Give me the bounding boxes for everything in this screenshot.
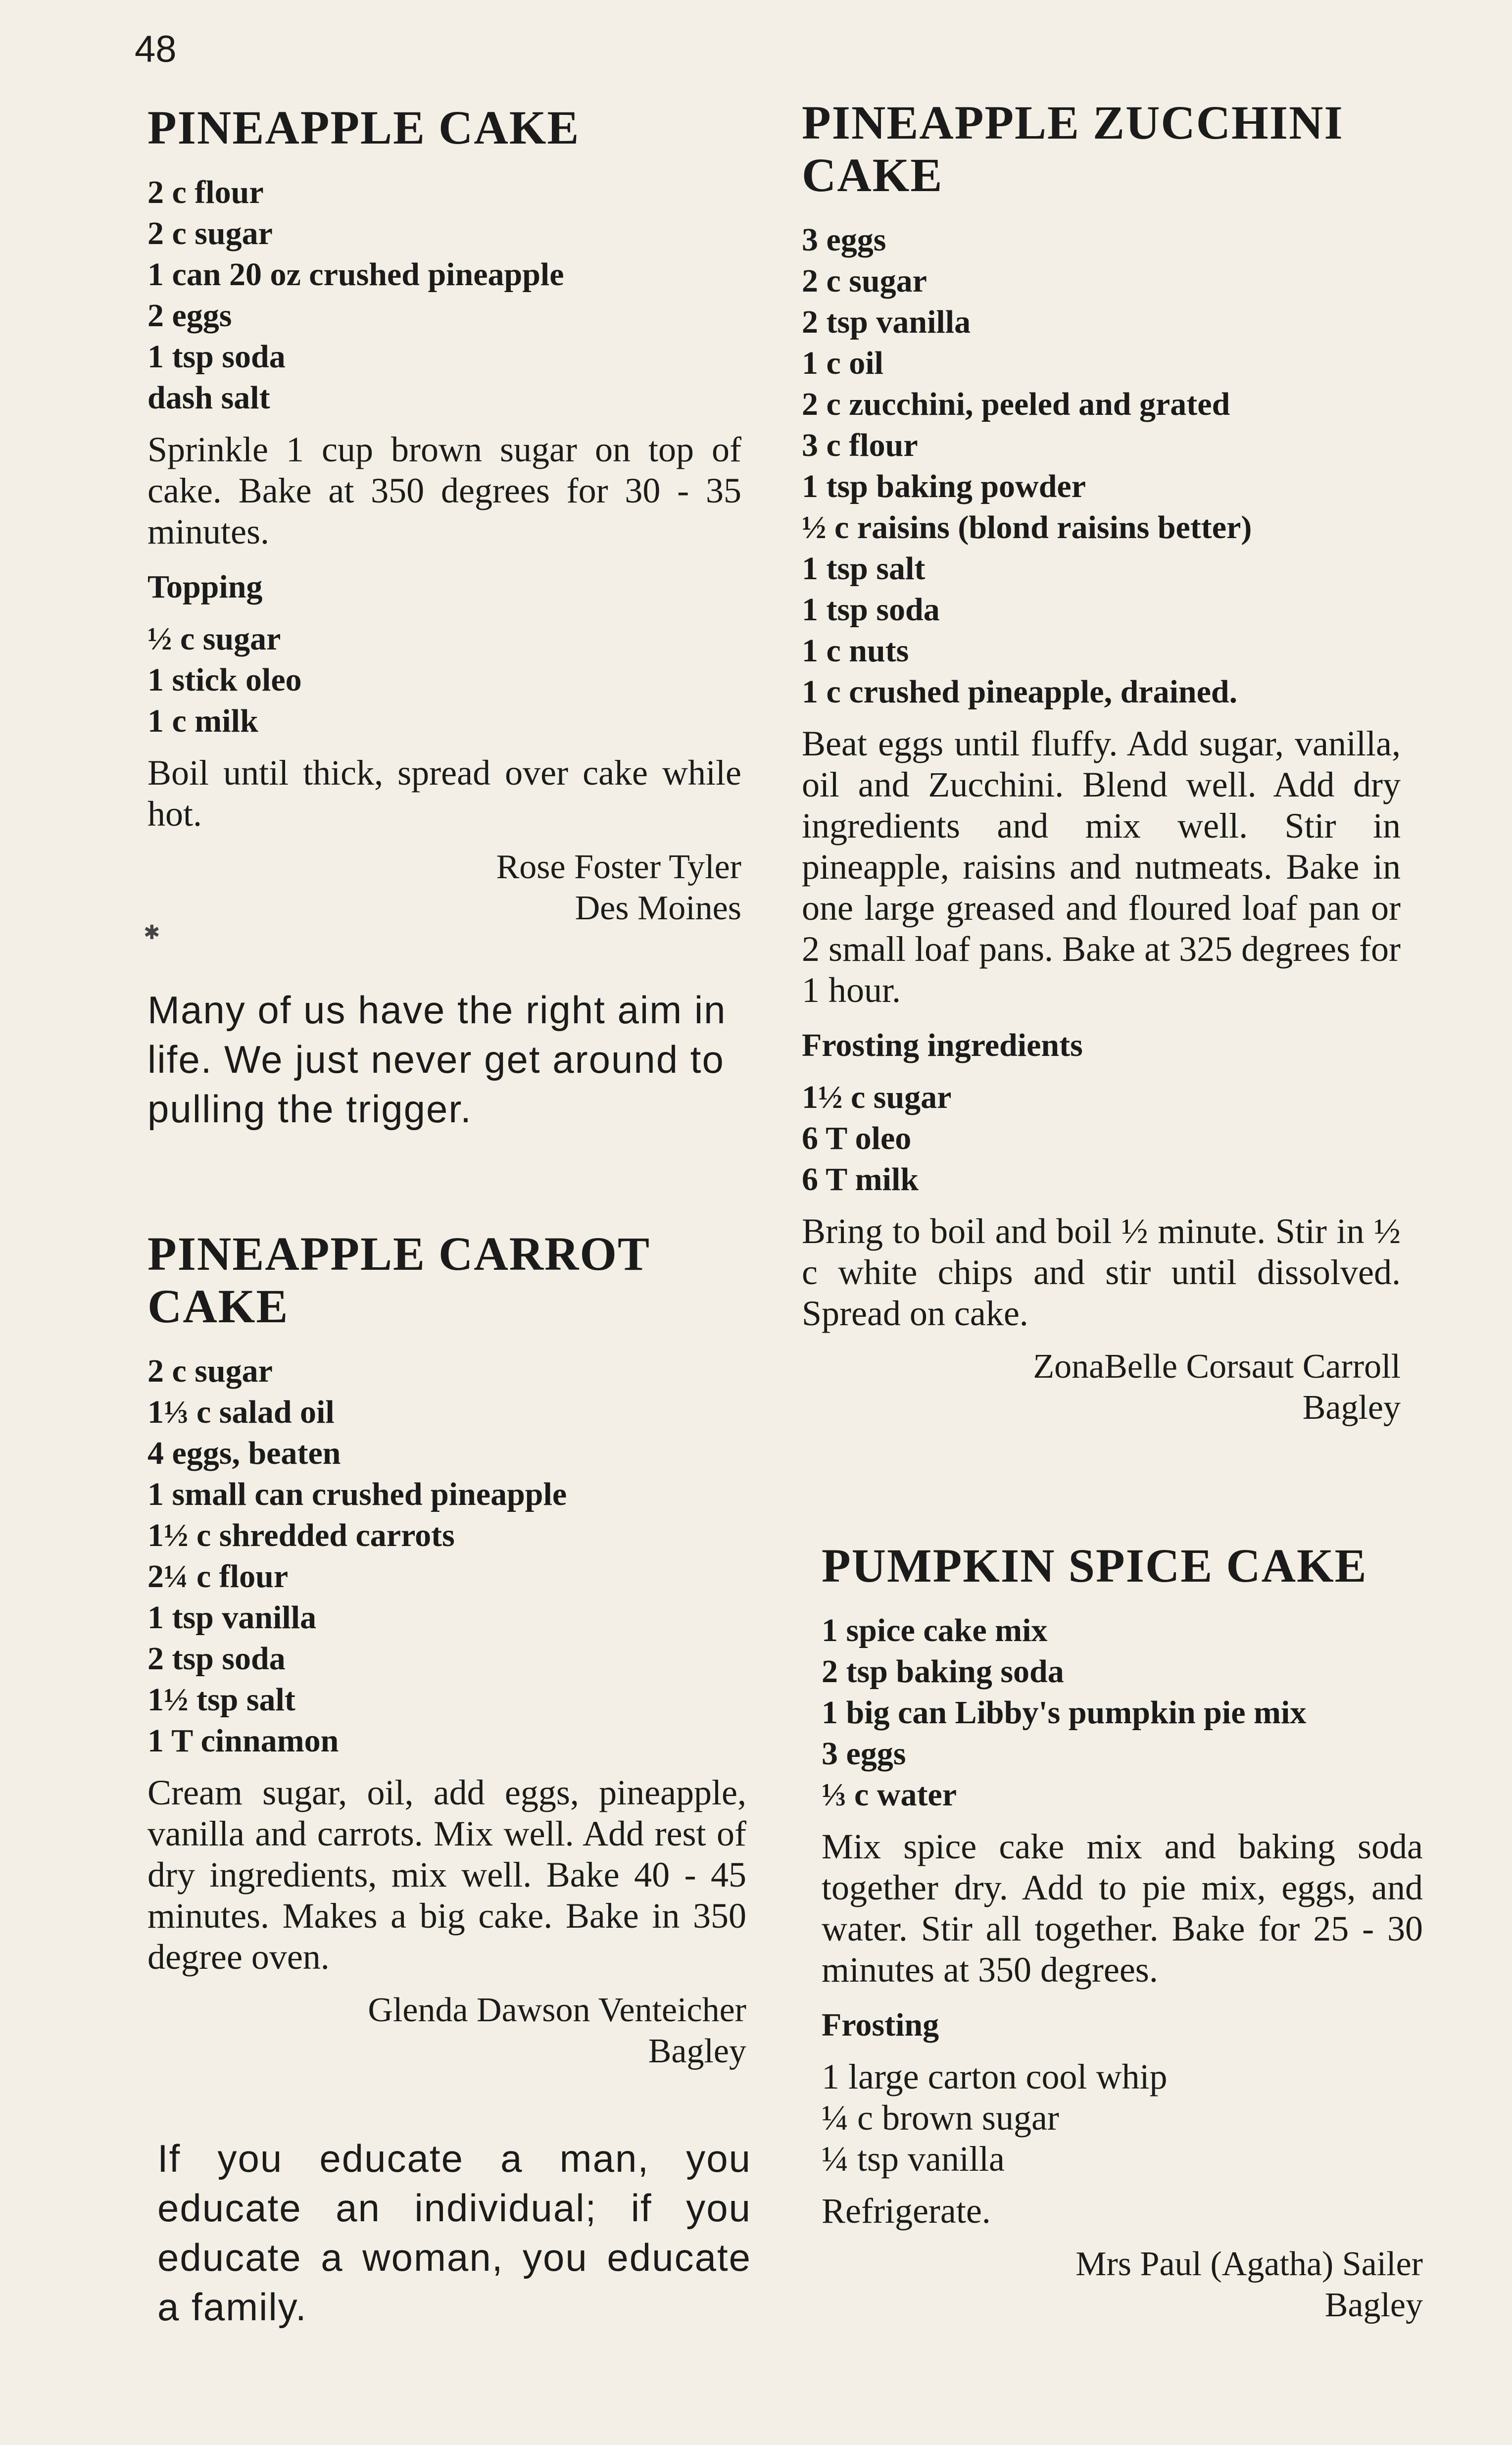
filler-quote: Many of us have the right aim in life. We just never get around to pulling the trigger. <box>147 988 727 1131</box>
ingredient-item: 1 T cinnamon <box>147 1723 339 1759</box>
recipe-directions: Cream sugar, oil, add eggs, pineapple, vanilla and carrots. Mix well. Add rest of dry ingredients, mix well. Bake 40 - 45 minutes. Makes a big cake. Bake in 350 degree oven. <box>147 1773 746 1977</box>
ingredient-item: 2¼ c flour <box>147 1558 289 1595</box>
ingredient-item: 1 c milk <box>147 703 258 739</box>
recipe-pineapple-zucchini-cake <box>802 97 1401 1428</box>
ingredient-item: 1 large carton cool whip <box>822 2057 1168 2096</box>
ingredient-item: 2 c flour <box>147 174 264 210</box>
contributor <box>147 1990 746 2072</box>
ingredient-item: dash salt <box>147 380 270 416</box>
recipe-pumpkin-spice-cake <box>822 1540 1423 2326</box>
ingredient-item: 1 c oil <box>802 345 883 381</box>
ingredient-item: 2 c sugar <box>147 1353 273 1389</box>
contributor <box>822 2244 1423 2326</box>
recipe-title: PINEAPPLE CAKE <box>147 101 580 154</box>
ingredient-item: 3 c flour <box>802 427 918 463</box>
recipe-directions: Mix spice cake mix and baking soda together dry. Add to pie mix, eggs, and water. Stir all together. Bake for 25 - 30 minutes at 350 degrees. <box>822 1827 1423 1990</box>
sub-ingredient-list <box>802 1077 1401 1200</box>
recipe-title: PINEAPPLE ZUCCHINI CAKE <box>802 96 1344 201</box>
sub-directions: Boil until thick, spread over cake while hot. <box>147 753 741 834</box>
ingredient-item: 2 c sugar <box>802 263 927 299</box>
recipe-directions: Beat eggs until fluffy. Add sugar, vanilla, oil and Zucchini. Blend well. Add dry ingredients and mix well. Stir in pineapple, raisins and nutmeats. Bake in one large greased and floured loaf pan or 2 small loaf pans. Bake at 325 degrees for 1 hour. <box>802 724 1401 1010</box>
ingredient-item: 6 T oleo <box>802 1120 912 1156</box>
ingredient-list <box>802 219 1401 712</box>
ingredient-item: 1 tsp baking powder <box>802 468 1086 504</box>
contributor-town: Bagley <box>648 2032 746 2070</box>
sub-heading: Frosting <box>822 2007 939 2043</box>
separator-mark-icon: ✱ <box>144 921 160 944</box>
ingredient-item: 1 c crushed pineapple, drained. <box>802 674 1238 710</box>
ingredient-item: 1⅓ c salad oil <box>147 1394 335 1430</box>
ingredient-item: 3 eggs <box>822 1736 906 1772</box>
recipe-pineapple-cake <box>147 101 741 929</box>
ingredient-item: 1½ c shredded carrots <box>147 1517 455 1553</box>
contributor-name: Glenda Dawson Venteicher <box>368 1991 746 2029</box>
contributor-town: Bagley <box>1302 1389 1401 1427</box>
recipe-title: PINEAPPLE CARROT CAKE <box>147 1227 651 1333</box>
ingredient-item: 1 can 20 oz crushed pineapple <box>147 256 564 293</box>
ingredient-item: 1½ c sugar <box>802 1079 952 1115</box>
ingredient-item: 2 eggs <box>147 298 232 334</box>
ingredient-item: ¼ tsp vanilla <box>822 2139 1005 2179</box>
ingredient-item: 4 eggs, beaten <box>147 1435 341 1471</box>
ingredient-item: 2 c sugar <box>147 215 273 251</box>
contributor-name: ZonaBelle Corsaut Carroll <box>1033 1347 1401 1386</box>
ingredient-item: 1 tsp soda <box>802 592 940 628</box>
ingredient-item: 6 T milk <box>802 1161 919 1198</box>
ingredient-item: 2 c zucchini, peeled and grated <box>802 386 1230 422</box>
ingredient-item: 1 spice cake mix <box>822 1612 1048 1648</box>
sub-heading: Topping <box>147 569 263 605</box>
page-number: 48 <box>135 28 177 70</box>
ingredient-list <box>147 1350 746 1761</box>
ingredient-item: 1 small can crushed pineapple <box>147 1476 567 1512</box>
ingredient-item: ⅓ c water <box>822 1777 957 1813</box>
sub-directions: Refrigerate. <box>822 2191 991 2231</box>
ingredient-item: 1 c nuts <box>802 633 909 669</box>
sub-ingredient-list <box>147 618 741 742</box>
ingredient-item: ½ c raisins (blond raisins better) <box>802 509 1252 546</box>
ingredient-list <box>822 1610 1423 1815</box>
contributor-name: Rose Foster Tyler <box>496 848 741 886</box>
sub-ingredient-list <box>822 2056 1423 2180</box>
ingredient-item: ½ c sugar <box>147 621 281 657</box>
ingredient-item: 1 tsp vanilla <box>147 1599 317 1636</box>
filler-quote: If you educate a man, you educate an individual; if you educate a woman, you educate a family. <box>157 2137 751 2329</box>
contributor <box>147 847 741 929</box>
contributor <box>802 1346 1401 1428</box>
sub-directions: Bring to boil and boil ½ minute. Stir in ½ c white chips and stir until dissolved. Spread on cake. <box>802 1211 1401 1333</box>
contributor-name: Mrs Paul (Agatha) Sailer <box>1075 2245 1423 2283</box>
ingredient-item: 2 tsp baking soda <box>822 1653 1064 1690</box>
ingredient-item: 2 tsp vanilla <box>802 304 971 340</box>
ingredient-item: 2 tsp soda <box>147 1641 286 1677</box>
ingredient-item: 1 big can Libby's pumpkin pie mix <box>822 1695 1307 1731</box>
recipe-directions: Sprinkle 1 cup brown sugar on top of cake. Bake at 350 degrees for 30 - 35 minutes. <box>147 430 741 551</box>
recipe-title: PUMPKIN SPICE CAKE <box>822 1539 1367 1592</box>
ingredient-item: ¼ c brown sugar <box>822 2098 1059 2138</box>
contributor-town: Des Moines <box>575 889 741 927</box>
contributor-town: Bagley <box>1324 2286 1423 2324</box>
ingredient-item: 1 tsp soda <box>147 339 286 375</box>
recipe-pineapple-carrot-cake <box>147 1228 746 2072</box>
ingredient-item: 3 eggs <box>802 222 886 258</box>
ingredient-list <box>147 172 741 418</box>
ingredient-item: 1 stick oleo <box>147 662 302 698</box>
ingredient-item: 1 tsp salt <box>802 550 926 587</box>
sub-heading: Frosting ingredients <box>802 1027 1083 1063</box>
ingredient-item: 1½ tsp salt <box>147 1682 295 1718</box>
